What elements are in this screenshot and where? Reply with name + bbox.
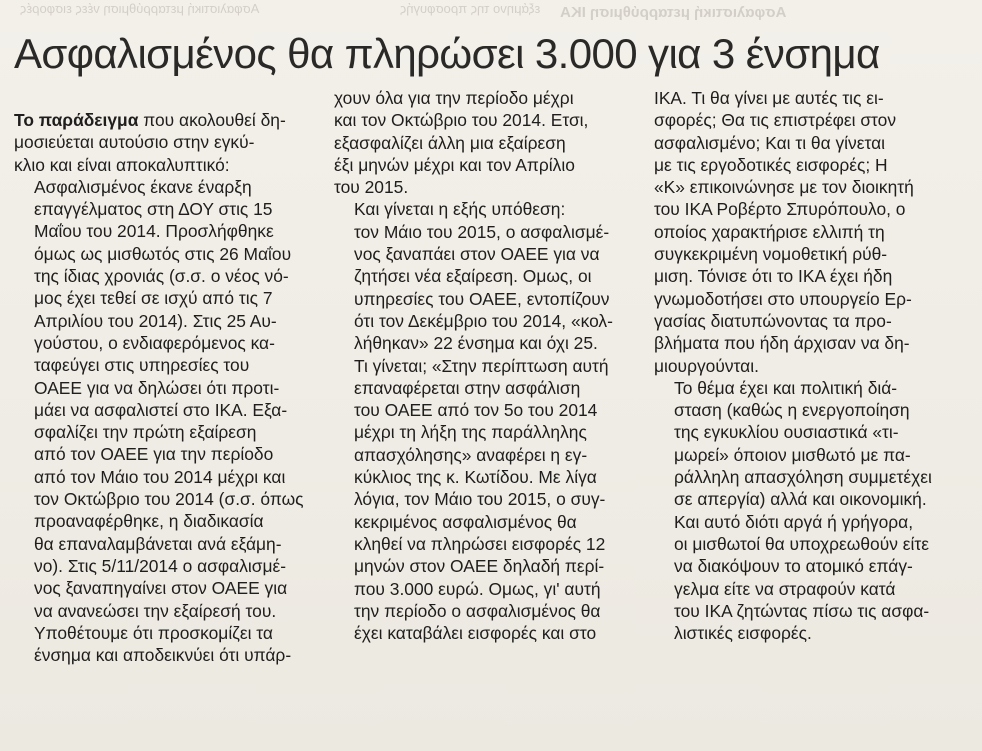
article-column-3 (654, 87, 964, 644)
paragraph-line: του 2015. (334, 177, 409, 198)
paragraph-line: της ίδιας χρονιάς (σ.σ. ο νέος νό- (34, 266, 289, 287)
article-column-2 (334, 87, 646, 644)
paragraph-line: του ΙΚΑ ζητώντας πίσω τις ασφα- (674, 600, 930, 621)
bleed-text-left: Ασφαλιστική μεταρρύθμιση νέες εισφορές (20, 1, 260, 16)
paragraph-line: μωρεί» όποιον μισθωτό με πα- (674, 444, 911, 465)
paragraph-line: ότι τον Δεκέμβριο του 2014, «κολ- (354, 310, 613, 331)
paragraph-line: νο). Στις 5/11/2014 ο ασφαλισμέ- (34, 555, 287, 576)
paragraph-line: μέχρι τη λήξη της παράλληλης (354, 422, 587, 443)
paragraph-line: μοσιεύεται αυτούσιο στην εγκύ- (14, 132, 255, 153)
paragraph-line: κύκλιος της κ. Κωτίδου. Με λίγα (354, 467, 597, 488)
paragraph-line: Και γίνεται η εξής υπόθεση: (354, 199, 566, 220)
paragraph-line: Ασφαλισμένος έκανε έναρξη (34, 176, 252, 197)
paragraph-line: σφαλίζει την πρώτη εξαίρεση (34, 422, 257, 443)
paragraph-line: και τον Οκτώβριο του 2014. Ετσι, (334, 110, 589, 131)
paragraph-line: τον Οκτώβριο του 2014 (σ.σ. όπως (34, 489, 304, 510)
paragraph (14, 176, 322, 667)
paragraph-line: χουν όλα για την περίοδο μέχρι (334, 88, 574, 108)
paragraph-line: γνωμοδοτήσει στο υπουργείο Ερ- (654, 288, 912, 309)
paragraph-line: όμως ως μισθωτός στις 26 Μαΐου (34, 243, 292, 264)
bleed-text-right: Ασφαλιστική μεταρρύθμιση ΙΚΑ (560, 4, 787, 21)
lead-label: Το παράδειγμα (14, 110, 139, 130)
bleed-text-mid: εξάμηνο της προσφυγής (400, 1, 541, 16)
paragraph-line: θα επαναλαμβάνεται ανά εξάμη- (34, 533, 282, 554)
paragraph-line: σε απεργία) αλλά και οικονομική. (674, 489, 927, 510)
paragraph-line: Τι γίνεται; «Στην περίπτωση αυτή (354, 355, 609, 376)
paragraph-line: ασφαλισμένο; Και τι θα γίνεται (654, 132, 886, 153)
paragraph-line: ζητήσει νέα εξαίρεση. Ομως, οι (354, 266, 592, 287)
paragraph-line: νος ξαναπάει στον ΟΑΕΕ για να (354, 244, 600, 265)
paragraph-line: μιση. Τόνισε ότι το ΙΚΑ έχει ήδη (654, 266, 893, 287)
paragraph-line: του ΙΚΑ Ροβέρτο Σπυρόπουλο, ο (654, 199, 906, 220)
paragraph-line: εξασφαλίζει άλλη μια εξαίρεση (334, 132, 566, 153)
paragraph (334, 198, 646, 644)
paragraph-line: προαναφέρθηκε, η διαδικασία (34, 511, 264, 532)
paragraph-line: οποίος χαρακτήρισε ελλιπή τη (654, 221, 885, 242)
paragraph-line: συγκεκριμένη νομοθετική ρύθ- (654, 244, 888, 265)
paragraph-line: απασχόλησης» αναφέρει η εγ- (354, 444, 588, 465)
paragraph (654, 87, 964, 377)
article-headline: Ασφαλισμένος θα πληρώσει 3.000 για 3 ένσημα (14, 30, 880, 77)
paragraph-line: λήθηκαν» 22 ένσημα και όχι 25. (354, 333, 598, 354)
paragraph-line: «Κ» επικοινώνησε με τον διοικητή (654, 177, 914, 198)
paragraph-line: λόγια, τον Μάιο του 2015, ο συγ- (354, 489, 606, 510)
paragraph-line: Μαΐου του 2014. Προσλήφθηκε (34, 221, 274, 242)
paragraph-line: γούστου, ο ενδιαφερόμενος κα- (34, 332, 275, 353)
paragraph-line: από τον ΟΑΕΕ για την περίοδο (34, 444, 274, 465)
paragraph-line: που 3.000 ευρώ. Ομως, γι' αυτή (354, 578, 601, 599)
paragraph-line: που ακολουθεί δη- (143, 110, 286, 130)
paragraph (334, 87, 646, 198)
paragraph-line: τον Μάιο του 2015, ο ασφαλισμέ- (354, 221, 610, 242)
paragraph-line: ράλληλη απασχόληση συμμετέχει (674, 467, 932, 488)
paragraph-line: με τις εργοδοτικές εισφορές; Η (654, 154, 888, 175)
paragraph-line: επαγγέλματος στη ΔΟΥ στις 15 (34, 199, 273, 220)
paragraph-line: νος ξαναπηγαίνει στον ΟΑΕΕ για (34, 578, 288, 599)
paragraph-line: Απριλίου του 2014). Στις 25 Αυ- (34, 310, 277, 331)
paragraph-line: μάει να ασφαλιστεί στο ΙΚΑ. Εξα- (34, 399, 288, 420)
paragraph-line: να ανανεώσει την εξαίρεσή του. (34, 600, 277, 621)
paragraph-line: λιστικές εισφορές. (674, 623, 812, 644)
paragraph-line: σταση (καθώς η ενεργοποίηση (674, 400, 910, 421)
paragraph-line: Το θέμα έχει και πολιτική διά- (674, 377, 898, 398)
paragraph-line: μιουργούνται. (654, 355, 759, 376)
paragraph-line: του ΟΑΕΕ από τον 5ο του 2014 (354, 400, 598, 421)
paragraph-line: κληθεί να πληρώσει εισφορές 12 (354, 533, 606, 554)
paragraph-line: ΟΑΕΕ για να δηλώσει ότι προτι- (34, 377, 280, 398)
lead-paragraph (14, 109, 322, 176)
paragraph-line: ταφεύγει στις υπηρεσίες του (34, 355, 250, 376)
paragraph-line: της εγκυκλίου ουσιαστικά «τι- (674, 422, 899, 443)
paragraph-line: την περίοδο ο ασφαλισμένος θα (354, 600, 601, 621)
paragraph-line: οι μισθωτοί θα υποχρεωθούν είτε (674, 533, 929, 554)
paragraph-line: από τον Μάιο του 2014 μέχρι και (34, 466, 286, 487)
paragraph (654, 377, 964, 645)
paragraph-line: ένσημα και αποδεικνύει ότι υπάρ- (34, 645, 292, 666)
paragraph-line: υπηρεσίες του ΟΑΕΕ, εντοπίζουν (354, 288, 610, 309)
paragraph-line: σφορές; Θα τις επιστρέφει στον (654, 110, 897, 131)
paragraph-line: επαναφέρεται στην ασφάλιση (354, 377, 581, 398)
article-column-1 (14, 109, 322, 666)
paragraph-line: μος έχει τεθεί σε ισχύ από τις 7 (34, 288, 273, 309)
paragraph-line: ΙΚΑ. Τι θα γίνει με αυτές τις ει- (654, 88, 884, 108)
paragraph-line: κεκριμένος ασφαλισμένος θα (354, 511, 577, 532)
paragraph-line: γελμα είτε να στραφούν κατά (674, 578, 896, 599)
paragraph-line: γασίας διατυπώνοντας τα προ- (654, 310, 892, 331)
paragraph-line: μηνών στον ΟΑΕΕ δηλαδή περί- (354, 556, 605, 577)
paragraph-line: έξι μηνών μέχρι και τον Απρίλιο (334, 154, 575, 175)
paragraph-line: βλήματα που ήδη άρχισαν να δη- (654, 333, 910, 354)
paragraph-line: Και αυτό διότι αργά ή γρήγορα, (674, 511, 914, 532)
paragraph-line: κλιο και είναι αποκαλυπτικό: (14, 154, 230, 175)
paragraph-line: να διακόψουν το ατομικό επάγ- (674, 556, 913, 577)
paragraph-line: Υποθέτουμε ότι προσκομίζει τα (34, 622, 273, 643)
paragraph-line: έχει καταβάλει εισφορές και στο (354, 623, 597, 644)
